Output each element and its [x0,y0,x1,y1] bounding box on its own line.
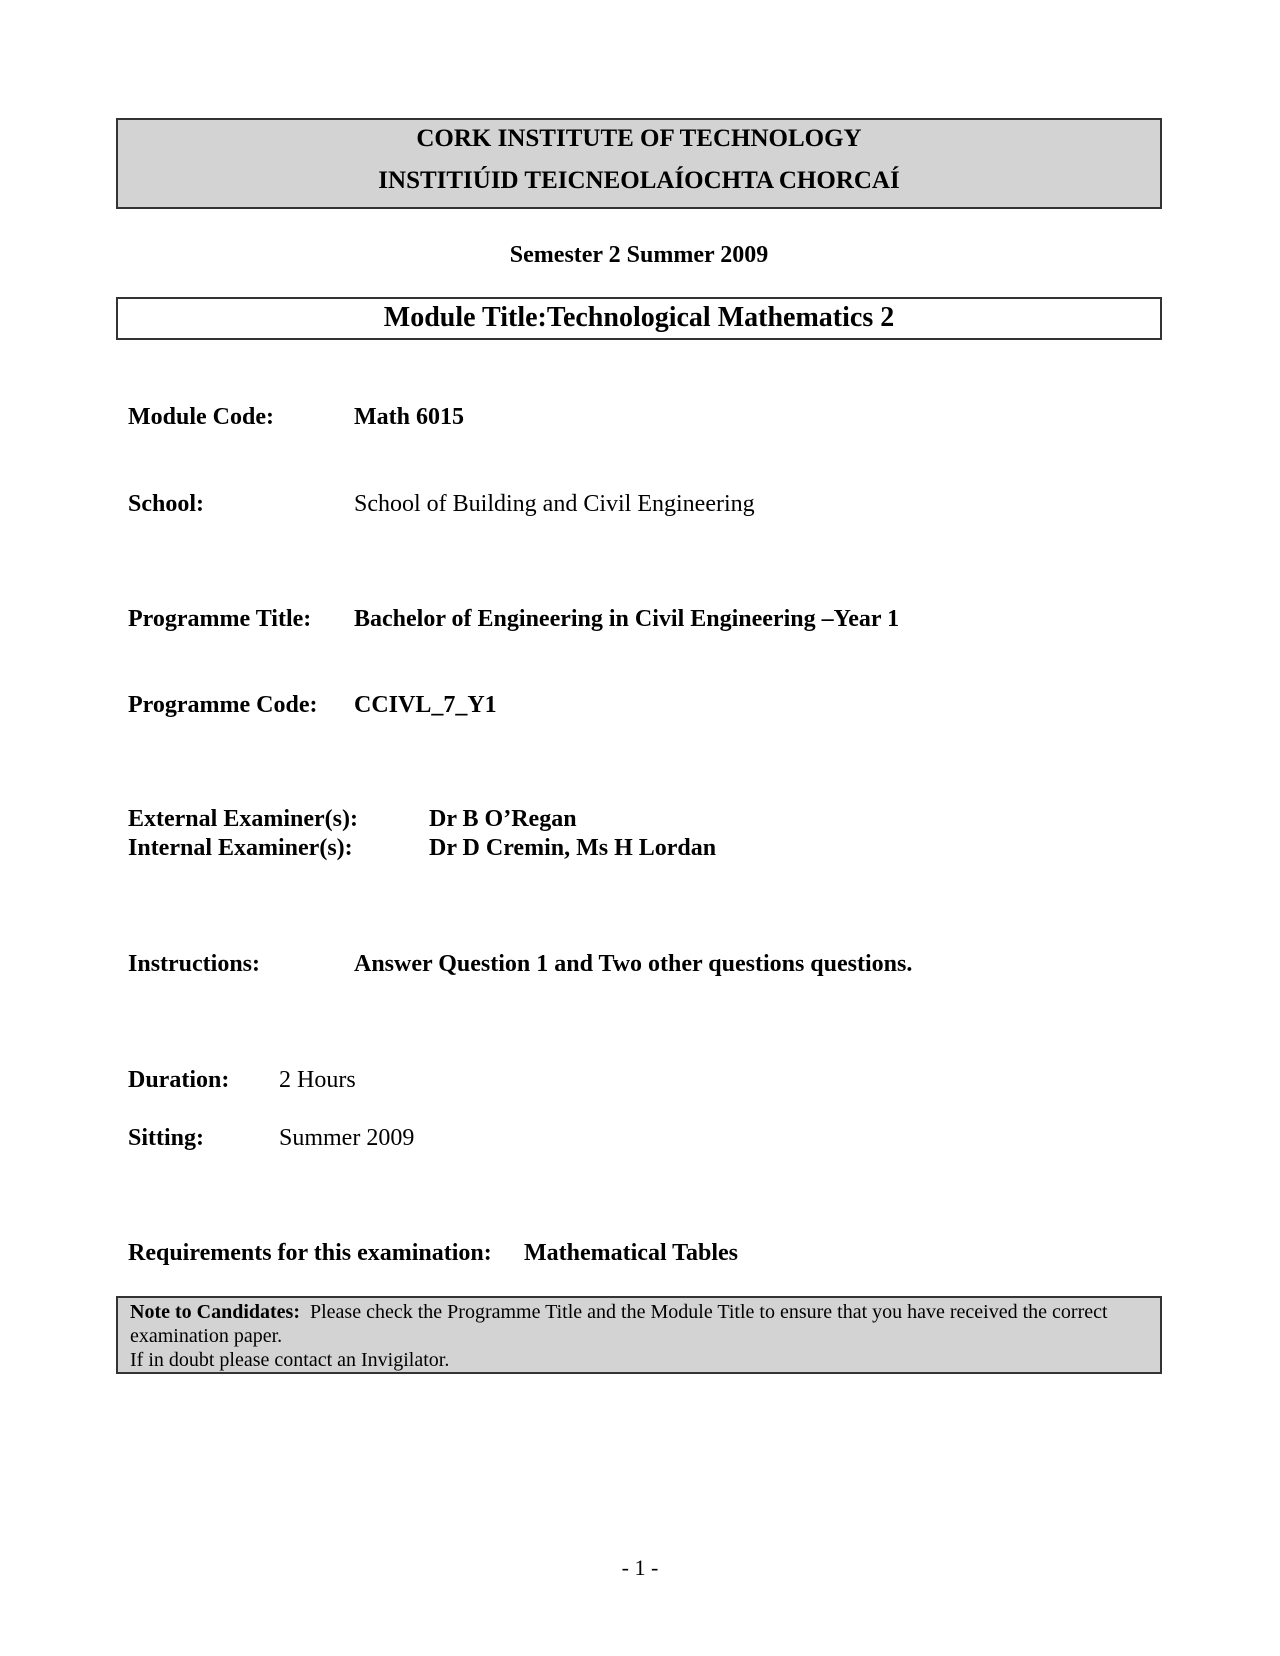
note-to-candidates [116,1296,1162,1374]
external-examiner-label: External Examiner(s): [128,806,358,832]
institution-name-english: CORK INSTITUTE OF TECHNOLOGY [416,125,862,152]
module-title: Module Title:Technological Mathematics 2 [116,297,1162,340]
internal-examiner-value: Dr D Cremin, Ms H Lordan [429,835,717,861]
instructions-label: Instructions: [128,951,261,977]
semester-line: Semester 2 Summer 2009 [509,242,769,268]
sitting-value: Summer 2009 [279,1125,415,1151]
school-label: School: [128,491,205,517]
instructions-value: Answer Question 1 and Two other questions questions. [354,951,913,977]
module-code-value: Math 6015 [354,404,464,430]
module-code-label: Module Code: [128,404,274,430]
requirements-label: Requirements for this examination: [128,1240,492,1266]
institution-header [116,118,1162,209]
programme-code-value: CCIVL_7_Y1 [354,692,497,718]
programme-code-label: Programme Code: [128,692,318,718]
note-line-1 [130,1300,1148,1348]
requirements-value: Mathematical Tables [524,1240,738,1266]
school-value: School of Building and Civil Engineering [354,491,755,517]
duration-label: Duration: [128,1067,230,1093]
sitting-label: Sitting: [128,1125,205,1151]
note-label: Note to Candidates: [130,1301,300,1323]
programme-title-label: Programme Title: [128,606,312,632]
external-examiner-value: Dr B O’Regan [429,806,577,832]
programme-title-value: Bachelor of Engineering in Civil Engineering –Year 1 [354,606,900,632]
institution-name-irish: INSTITIÚID TEICNEOLAÍOCHTA CHORCAÍ [378,167,900,194]
internal-examiner-label: Internal Examiner(s): [128,835,353,861]
duration-value: 2 Hours [279,1067,356,1093]
note-text: Please check the Programme Title and the Module Title to ensure that you have received the correct examination paper. [130,1301,1108,1347]
note-line-2: If in doubt please contact an Invigilator. [130,1349,450,1371]
page-number: - 1 - [621,1555,659,1580]
